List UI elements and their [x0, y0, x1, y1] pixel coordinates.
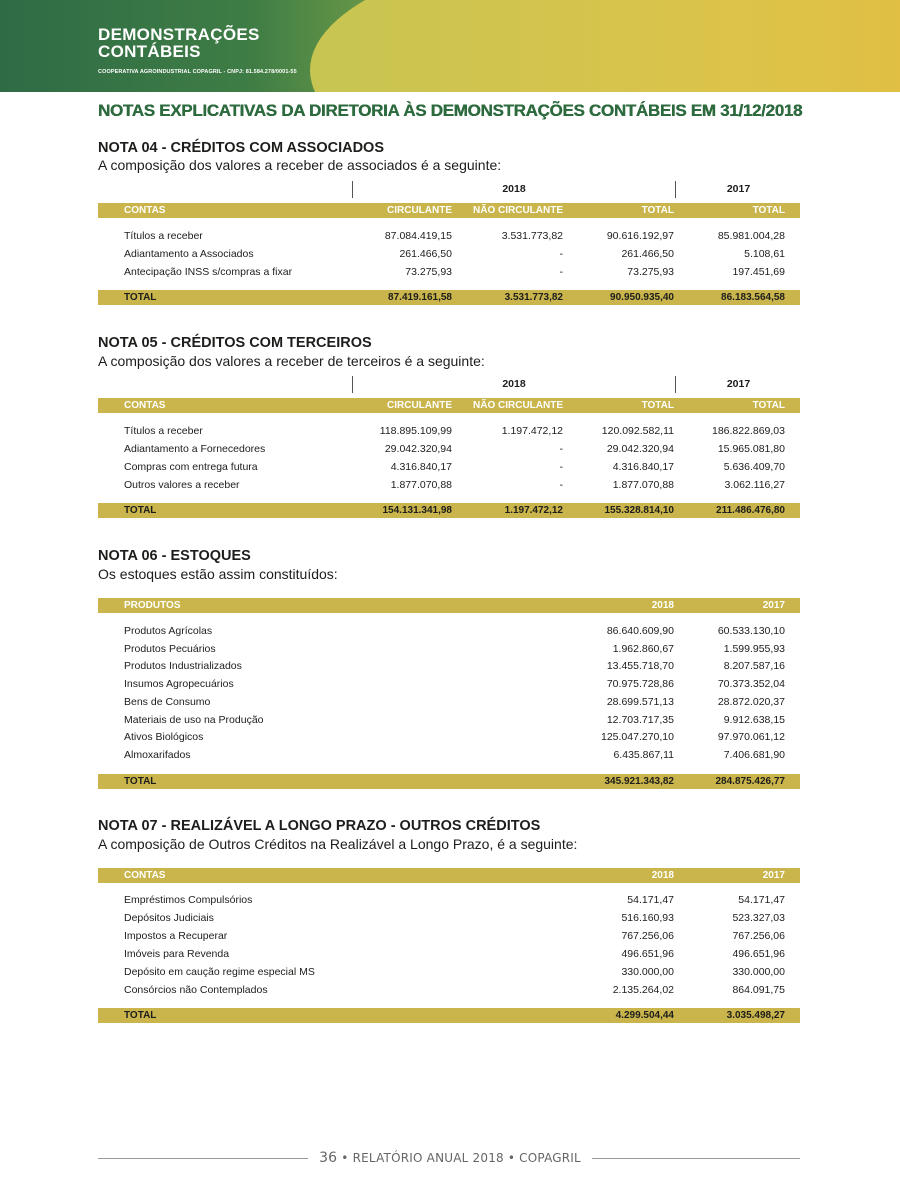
table-row	[98, 443, 800, 460]
year-divider	[352, 181, 353, 198]
cell-2018: 86.640.609,90	[606, 625, 674, 637]
cell-2017: 496.651,96	[732, 948, 785, 960]
table-row	[98, 984, 800, 1001]
page-number: 36	[319, 1150, 338, 1166]
row-label: Produtos Industrializados	[124, 660, 242, 672]
row-label: Adiantamento a Fornecedores	[124, 443, 266, 455]
col-header-2018: 2018	[651, 600, 674, 611]
cell-circulante: 261.466,50	[399, 248, 452, 260]
row-label: Outros valores a receber	[124, 479, 240, 491]
total-label: TOTAL	[124, 505, 157, 516]
footer-label: • RELATÓRIO ANUAL 2018 • COPAGRIL	[341, 1151, 581, 1165]
cell-2017: 7.406.681,90	[723, 749, 785, 761]
cell-nao-circulante: -	[559, 461, 563, 473]
col-header-circulante: CIRCULANTE	[387, 400, 452, 411]
table-row	[98, 660, 800, 677]
cell-2017: 864.091,75	[732, 984, 785, 996]
total-2017: 3.035.498,27	[726, 1010, 785, 1021]
nota06-header-bar	[98, 598, 800, 613]
nota04-year-2018: 2018	[502, 183, 526, 195]
footer-rule-right	[592, 1158, 800, 1159]
total-2018: 345.921.343,82	[604, 776, 674, 787]
total-2018: 155.328.814,10	[604, 505, 674, 516]
col-header-contas: CONTAS	[124, 400, 166, 411]
row-label: Insumos Agropecuários	[124, 678, 234, 690]
cell-2017: 97.970.061,12	[717, 731, 785, 743]
row-label: Ativos Biológicos	[124, 731, 204, 743]
row-label: Títulos a receber	[124, 425, 203, 437]
row-label: Consórcios não Contemplados	[124, 984, 268, 996]
header-subtitle: COOPERATIVA AGROINDUSTRIAL COPAGRIL - CNPJ: 81.584.278/0001-55	[98, 69, 297, 75]
nota05-total-bar	[98, 503, 800, 518]
table-row	[98, 966, 800, 983]
total-2017: 86.183.564,58	[721, 292, 785, 303]
cell-2018: 2.135.264,02	[612, 984, 674, 996]
total-circulante: 87.419.161,58	[388, 292, 452, 303]
row-label: Depósitos Judiciais	[124, 912, 214, 924]
cell-circulante: 87.084.419,15	[384, 230, 452, 242]
table-row	[98, 894, 800, 911]
col-header-produtos: PRODUTOS	[124, 600, 181, 611]
cell-total-2017: 3.062.116,27	[724, 479, 785, 491]
row-label: Almoxarifados	[124, 749, 191, 761]
row-label: Produtos Pecuários	[124, 643, 216, 655]
cell-total-2017: 85.981.004,28	[717, 230, 785, 242]
total-nao-circulante: 3.531.773,82	[504, 292, 563, 303]
col-header-total-2018: TOTAL	[641, 205, 674, 216]
cell-circulante: 29.042.320,94	[384, 443, 452, 455]
cell-2017: 330.000,00	[732, 966, 785, 978]
col-header-circulante: CIRCULANTE	[387, 205, 452, 216]
cell-circulante: 1.877.070,88	[390, 479, 452, 491]
row-label: Produtos Agrícolas	[124, 625, 213, 637]
cell-nao-circulante: -	[559, 443, 563, 455]
cell-nao-circulante: -	[559, 479, 563, 491]
cell-2018: 13.455.718,70	[606, 660, 674, 672]
page-footer	[0, 1150, 900, 1170]
cell-nao-circulante: -	[559, 266, 563, 278]
table-row	[98, 912, 800, 929]
total-label: TOTAL	[124, 292, 157, 303]
cell-total-2017: 5.108,61	[744, 248, 785, 260]
col-header-total-2018: TOTAL	[641, 400, 674, 411]
cell-nao-circulante: 1.197.472,12	[501, 425, 563, 437]
nota05-year-2018: 2018	[502, 378, 526, 390]
cell-2018: 12.703.717,35	[606, 714, 674, 726]
nota06-total-bar	[98, 774, 800, 789]
cell-2018: 70.975.728,86	[606, 678, 674, 690]
table-row	[98, 230, 800, 247]
total-nao-circulante: 1.197.472,12	[504, 505, 563, 516]
nota04-year-row	[98, 181, 800, 199]
cell-circulante: 118.895.109,99	[379, 425, 452, 437]
cell-2018: 54.171,47	[627, 894, 674, 906]
table-row	[98, 461, 800, 478]
cell-2018: 496.651,96	[621, 948, 674, 960]
cell-nao-circulante: 3.531.773,82	[501, 230, 563, 242]
col-header-nao-circulante: NÃO CIRCULANTE	[473, 205, 563, 216]
nota05-subtitle: A composição dos valores a receber de terceiros é a seguinte:	[98, 353, 485, 369]
row-label: Títulos a receber	[124, 230, 203, 242]
table-row	[98, 248, 800, 265]
nota05-title: NOTA 05 - CRÉDITOS COM TERCEIROS	[98, 335, 372, 351]
cell-total-2018: 73.275,93	[627, 266, 674, 278]
total-label: TOTAL	[124, 776, 157, 787]
footer-text	[300, 1150, 600, 1166]
table-row	[98, 425, 800, 442]
row-label: Empréstimos Compulsórios	[124, 894, 253, 906]
cell-circulante: 73.275,93	[405, 266, 452, 278]
nota05-year-2017: 2017	[726, 378, 751, 390]
year-divider	[352, 376, 353, 393]
cell-total-2017: 5.636.409,70	[723, 461, 785, 473]
col-header-nao-circulante: NÃO CIRCULANTE	[473, 400, 563, 411]
row-label: Antecipação INSS s/compras a fixar	[124, 266, 293, 278]
table-row	[98, 696, 800, 713]
row-label: Bens de Consumo	[124, 696, 211, 708]
cell-2017: 70.373.352,04	[717, 678, 785, 690]
total-2017: 284.875.426,77	[715, 776, 785, 787]
header-title-line2: CONTÁBEIS	[98, 42, 201, 61]
nota07-total-bar	[98, 1008, 800, 1023]
table-row	[98, 678, 800, 695]
cell-2017: 54.171,47	[738, 894, 785, 906]
nota06-subtitle: Os estoques estão assim constituídos:	[98, 566, 338, 582]
year-divider	[675, 376, 676, 393]
table-row	[98, 731, 800, 748]
nota07-title: NOTA 07 - REALIZÁVEL A LONGO PRAZO - OUTROS CRÉDITOS	[98, 818, 541, 834]
total-circulante: 154.131.341,98	[382, 505, 452, 516]
row-label: Adiantamento a Associados	[124, 248, 254, 260]
table-row	[98, 643, 800, 660]
col-header-2017: 2017	[762, 870, 785, 881]
table-row	[98, 479, 800, 496]
cell-total-2018: 1.877.070,88	[612, 479, 674, 491]
row-label: Impostos a Recuperar	[124, 930, 228, 942]
cell-total-2018: 261.466,50	[621, 248, 674, 260]
nota05-year-row	[98, 376, 800, 394]
col-header-2018: 2018	[651, 870, 674, 881]
col-header-contas: CONTAS	[124, 870, 166, 881]
row-label: Compras com entrega futura	[124, 461, 258, 473]
footer-rule-left	[98, 1158, 308, 1159]
cell-circulante: 4.316.840,17	[390, 461, 452, 473]
total-2018: 90.950.935,40	[610, 292, 674, 303]
cell-2017: 1.599.955,93	[723, 643, 785, 655]
nota05-header-bar	[98, 398, 800, 413]
cell-2018: 330.000,00	[621, 966, 674, 978]
nota06-title: NOTA 06 - ESTOQUES	[98, 548, 251, 564]
total-2018: 4.299.504,44	[615, 1010, 674, 1021]
header-title-line1: DEMONSTRAÇÕES	[98, 25, 260, 44]
cell-2017: 523.327,03	[732, 912, 785, 924]
nota04-title: NOTA 04 - CRÉDITOS COM ASSOCIADOS	[98, 140, 384, 156]
nota07-subtitle: A composição de Outros Créditos na Realizável a Longo Prazo, é a seguinte:	[98, 836, 578, 852]
cell-2017: 9.912.638,15	[723, 714, 785, 726]
cell-total-2017: 15.965.081,80	[717, 443, 785, 455]
cell-total-2018: 90.616.192,97	[606, 230, 674, 242]
table-row	[98, 266, 800, 283]
table-row	[98, 714, 800, 731]
cell-2017: 28.872.020,37	[717, 696, 785, 708]
table-row	[98, 625, 800, 642]
col-header-contas: CONTAS	[124, 205, 166, 216]
col-header-total-2017: TOTAL	[752, 400, 785, 411]
nota04-total-bar	[98, 290, 800, 305]
cell-nao-circulante: -	[559, 248, 563, 260]
cell-total-2018: 120.092.582,11	[601, 425, 674, 437]
cell-2018: 767.256,06	[621, 930, 674, 942]
header-swoosh	[310, 0, 900, 92]
cell-total-2018: 4.316.840,17	[612, 461, 674, 473]
cell-2018: 1.962.860,67	[612, 643, 674, 655]
total-label: TOTAL	[124, 1010, 157, 1021]
page-header	[0, 0, 900, 92]
cell-2018: 516.160,93	[621, 912, 674, 924]
row-label: Imóveis para Revenda	[124, 948, 230, 960]
nota07-header-bar	[98, 868, 800, 883]
cell-2018: 6.435.867,11	[613, 749, 674, 761]
header-title	[98, 26, 260, 60]
year-divider	[675, 181, 676, 198]
cell-2017: 60.533.130,10	[717, 625, 785, 637]
nota04-header-bar	[98, 203, 800, 218]
table-row	[98, 749, 800, 766]
cell-total-2018: 29.042.320,94	[606, 443, 674, 455]
cell-total-2017: 186.822.869,03	[712, 425, 785, 437]
row-label: Depósito em caução regime especial MS	[124, 966, 315, 978]
cell-2017: 8.207.587,16	[723, 660, 785, 672]
total-2017: 211.486.476,80	[716, 505, 785, 516]
nota04-year-2017: 2017	[726, 183, 751, 195]
row-label: Materiais de uso na Produção	[124, 714, 264, 726]
col-header-2017: 2017	[762, 600, 785, 611]
cell-2018: 125.047.270,10	[601, 731, 674, 743]
cell-total-2017: 197.451,69	[732, 266, 785, 278]
col-header-total-2017: TOTAL	[752, 205, 785, 216]
cell-2018: 28.699.571,13	[606, 696, 674, 708]
table-row	[98, 948, 800, 965]
table-row	[98, 930, 800, 947]
page-title: NOTAS EXPLICATIVAS DA DIRETORIA ÀS DEMONSTRAÇÕES CONTÁBEIS EM 31/12/2018	[98, 101, 803, 120]
cell-2017: 767.256,06	[732, 930, 785, 942]
nota04-subtitle: A composição dos valores a receber de associados é a seguinte:	[98, 157, 502, 173]
